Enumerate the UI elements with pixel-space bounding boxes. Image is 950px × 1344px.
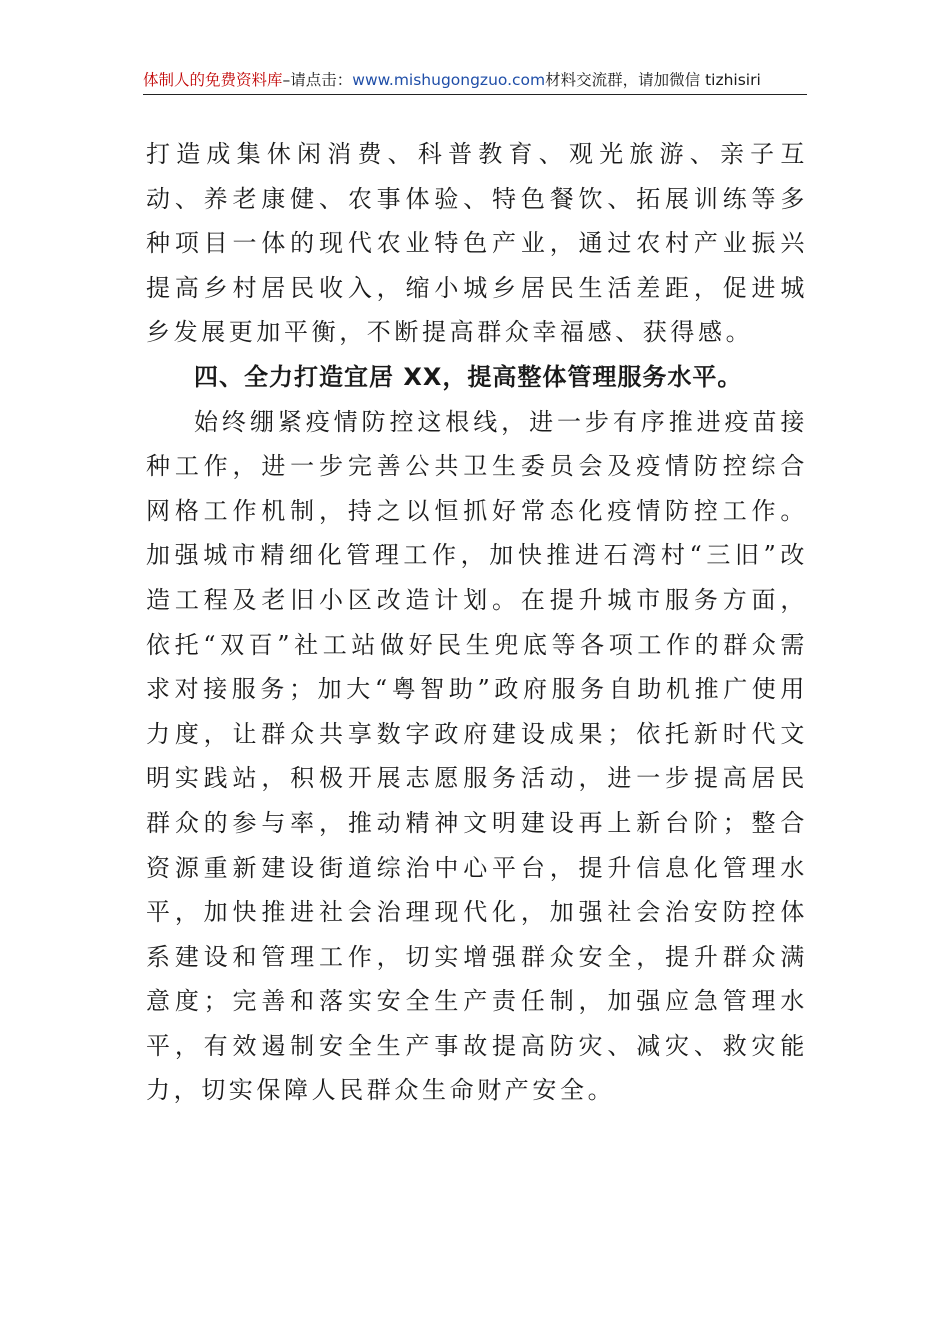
header-contact-text: 材料交流群，请加微信 tizhisiri <box>545 71 761 89</box>
paragraph-continued: 打造成集休闲消费、科普教育、观光旅游、亲子互动、养老康健、农事体验、特色餐饮、拓展训练等多种项目一体的现代农业特色产业，通过农村产业振兴提高乡村居民收入，缩小城乡居民生活差距，促进城乡发展更加平衡，不断提高群众幸福感、获得感。 <box>146 140 808 347</box>
section-heading: 四、全力打造宜居 XX，提高整体管理服务水平。 <box>194 362 743 391</box>
header-prompt: –请点击： <box>282 71 353 89</box>
paragraph-main: 始终绷紧疫情防控这根线，进一步有序推进疫苗接种工作，进一步完善公共卫生委员会及疫情防控综合网格工作机制，持之以恒抓好常态化疫情防控工作。加强城市精细化管理工作，加快推进石湾村“三旧”改造工程及老旧小区改造计划。在提升城市服务方面，依托“双百”社工站做好民生兜底等各项工作的群众需求对接服务；加大“粤智助”政府服务自助机推广使用力度，让群众共享数字政府建设成果；依托新时代文明实践站，积极开展志愿服务活动，进一步提高居民群众的参与率，推动精神文明建设再上新台阶；整合资源重新建设街道综治中心平台，提升信息化管理水平，加快推进社会治理现代化，加强社会治安防控体系建设和管理工作，切实增强群众安全，提升群众满意度；完善和落实安全生产责任制，加强应急管理水平，有效遏制安全生产事故提高防灾、减灾、救灾能力，切实保障人民群众生命财产安全。 <box>146 407 808 1105</box>
page-header <box>143 68 807 92</box>
header-divider <box>143 94 807 95</box>
document-body <box>146 132 808 1113</box>
header-brand: 体制人的免费资料库 <box>143 71 283 89</box>
header-url-link[interactable]: www.mishugongzuo.com <box>352 71 546 89</box>
